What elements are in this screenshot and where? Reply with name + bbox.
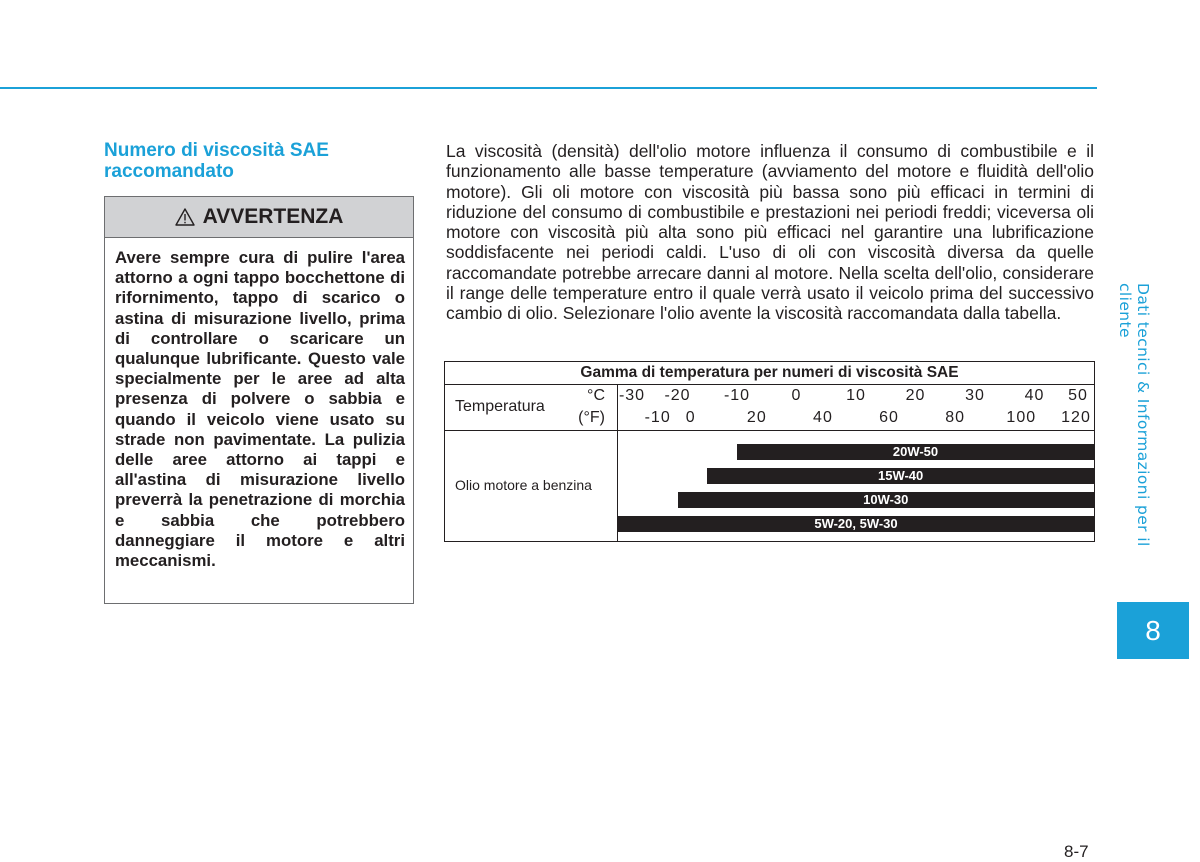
temperature-label: Temperatura	[455, 398, 545, 415]
warning-text: Avere sempre cura di pulire l'area attorno a ogni tappo bocchettone di rifornimento, tappo di scarico o astina di misurazione livello, prima di controllare o scaricare un qualunque lubrificante. Questo vale specialmente per le aree ad alta presenza di polvere o sabbia e quando il veicolo viene usato su strade non pavimentate. La pulizia delle aree attorno ai tappi e all'astina di misurazione livello preverrà la penetrazione di morchia e sabbia che potrebbero danneggiare il motore e altri meccanismi.	[115, 248, 405, 571]
celsius-tick: -10	[723, 387, 751, 404]
celsius-tick: -30	[618, 387, 646, 404]
viscosity-bar: 15W-40	[707, 468, 1094, 484]
celsius-tick: 20	[905, 387, 926, 404]
intro-paragraph: La viscosità (densità) dell'olio motore influenza il consumo di combustibile e il funzionamento alle basse temperature (avviamento del motore e fluidità dell'olio motore). Gli oli motore con viscosità più bassa sono più efficaci in termini di riduzione del consumo di combustibile e prestazioni nei periodi freddi; viceversa oli motore con viscosità più alta sono più efficaci nel garantire una lubrificazione soddisfacente nei periodi caldi. L'uso di oli con viscosità diversa da quelle raccomandate potrebbe arrecare danni al motore. Nella scelta dell'olio, considerare il range delle temperature entro il quale verrà usato il veicolo prima del successivo cambio di olio. Selezionare l'olio avente la viscosità raccomandata dalla tabella.	[446, 141, 1094, 324]
celsius-tick: 0	[791, 387, 802, 404]
fahrenheit-tick: 80	[945, 409, 966, 426]
viscosity-table	[444, 361, 1095, 542]
fahrenheit-tick: -10	[644, 409, 671, 426]
warning-box	[104, 196, 414, 604]
section-title: Numero di viscosità SAE raccomandato	[104, 140, 329, 182]
celsius-tick: 50	[1068, 387, 1088, 404]
celsius-unit: °C	[587, 387, 605, 404]
chapter-number: 8	[1117, 602, 1189, 659]
warning-triangle-icon	[175, 208, 195, 226]
top-rule	[0, 87, 1097, 89]
celsius-tick: 40	[1024, 387, 1045, 404]
oil-type-label: Olio motore a benzina	[455, 477, 592, 493]
fahrenheit-tick: 60	[879, 409, 899, 426]
celsius-tick: 30	[965, 387, 985, 404]
warning-header	[105, 197, 413, 238]
table-title: Gamma di temperatura per numeri di viscosità SAE	[445, 362, 1094, 385]
viscosity-bar: 20W-50	[737, 444, 1094, 460]
fahrenheit-tick: 120	[1061, 409, 1091, 426]
table-divider	[445, 430, 1094, 431]
fahrenheit-unit: (°F)	[578, 409, 605, 426]
side-tab-label: Dati tecnici & Informazioni per il cliente	[1116, 283, 1152, 547]
page-number: 8-7	[1064, 842, 1089, 861]
viscosity-bar: 10W-30	[678, 492, 1095, 508]
warning-label: AVVERTENZA	[202, 205, 344, 228]
fahrenheit-tick: 100	[1006, 409, 1037, 426]
fahrenheit-tick: 40	[813, 409, 833, 426]
viscosity-bar: 5W-20, 5W-30	[618, 516, 1094, 532]
celsius-tick: 10	[846, 387, 866, 404]
celsius-tick: -20	[664, 387, 691, 404]
fahrenheit-tick: 20	[746, 409, 767, 426]
fahrenheit-tick: 0	[685, 409, 696, 426]
